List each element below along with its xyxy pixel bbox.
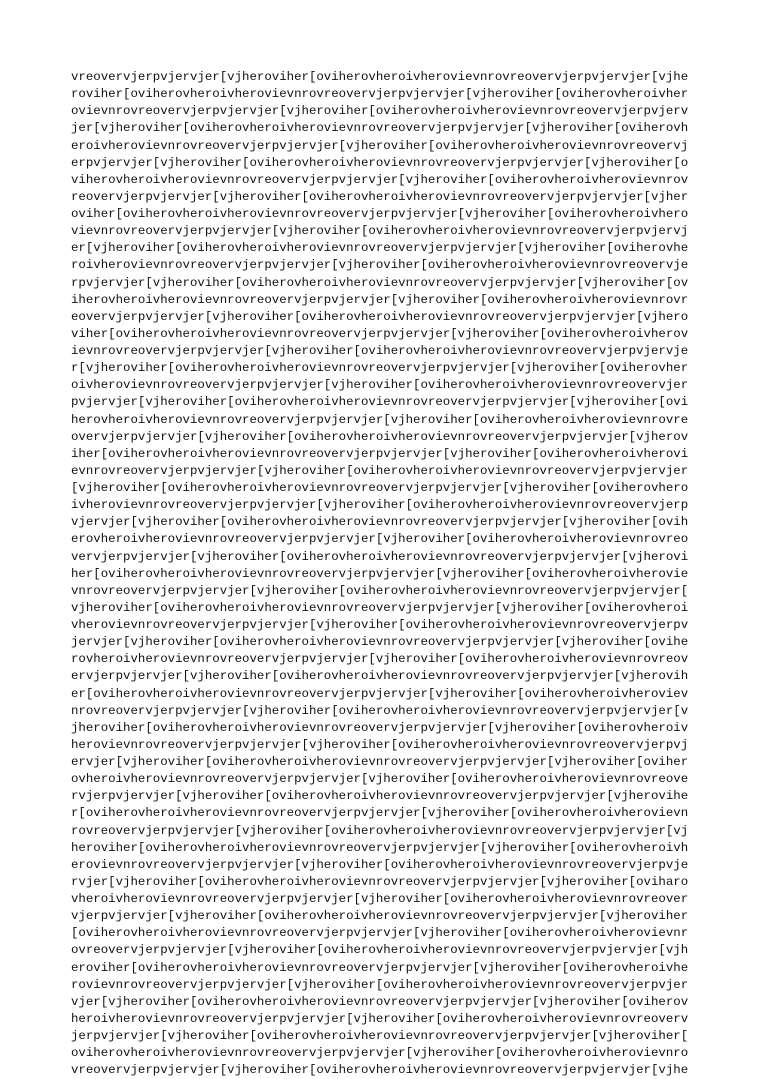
text-line: ovievnrovreovervjerpvjervjer[vjheroviher[oviherovheroivherovievnrovreovervjerpvjerv	[71, 104, 689, 119]
text-line: er[vjheroviher[oviherovheroivherovievnrovreovervjerpvjervjer[vjheroviher[oviherovhe	[71, 241, 689, 256]
text-line: rovievnrovreovervjerpvjervjer[vjheroviher[oviherovheroivherovievnrovreovervjerpvjer	[71, 977, 689, 992]
text-line: oivherovievnrovreovervjerpvjervjer[vjheroviher[oviherovheroivherovievnrovreovervjer	[71, 378, 689, 393]
text-line: oviher[oviherovheroivherovievnrovreovervjerpvjervjer[vjheroviher[oviherovheroivhero	[71, 207, 689, 221]
text-line: vjer[vjheroviher[oviherovheroivherovievnrovreovervjerpvjervjer[vjheroviher[oviherov	[71, 994, 689, 1009]
text-line: eroviher[oviherovheroivherovievnrovreovervjerpvjervjer[vjheroviher[oviherovheroivhe	[71, 960, 689, 975]
text-line: vherovievnrovreovervjerpvjervjer[vjheroviher[oviherovheroivherovievnrovreovervjerpv	[71, 618, 689, 632]
text-line: erovheroivherovievnrovreovervjerpvjervjer[vjheroviher[oviherovheroivherovievnrovreo	[71, 532, 689, 547]
text-line: [vjheroviher[oviherovheroivherovievnrovreovervjerpvjervjer[vjheroviher[oviherovhero	[71, 481, 689, 495]
text-line: r[vjheroviher[oviherovheroivherovievnrovreovervjerpvjervjer[vjheroviher[oviherovher	[71, 361, 689, 376]
text-line: vievnrovreovervjerpvjervjer[vjheroviher[oviherovheroivherovievnrovreovervjerpvjervj	[71, 224, 689, 239]
text-line: eroivherovievnrovreovervjerpvjervjer[vjheroviher[oviherovheroivherovievnrovreovervj	[71, 138, 689, 153]
text-line: vjervjer[vjheroviher[oviherovheroivherovievnrovreovervjerpvjervjer[vjheroviher[ovih	[71, 515, 689, 530]
text-line: eovervjerpvjervjer[vjheroviher[oviherovheroivherovievnrovreovervjerpvjervjer[vjhero	[71, 309, 689, 324]
text-line: oviherovheroivherovievnrovreovervjerpvjervjer[vjheroviher[oviherovheroivherovievnro	[71, 1046, 689, 1061]
text-line: pvjervjer[vjheroviher[oviherovheroivherovievnrovreovervjerpvjervjer[vjheroviher[ovi	[71, 395, 689, 410]
text-line: er[oviherovheroivherovievnrovreovervjerpvjervjer[vjheroviher[oviherovheroivheroviev	[71, 686, 689, 701]
text-line: roivherovievnrovreovervjerpvjervjer[vjheroviher[oviherovheroivherovievnrovreovervje	[71, 258, 689, 273]
text-line: jervjer[vjheroviher[oviherovheroivherovievnrovreovervjerpvjervjer[vjheroviher[ovihe	[71, 635, 689, 650]
text-line: iher[oviherovheroivherovievnrovreovervjerpvjervjer[vjheroviher[oviherovheroivherovi	[71, 446, 689, 461]
text-line: ervjerpvjervjer[vjheroviher[oviherovheroivherovievnrovreovervjerpvjervjer[vjherovih	[71, 669, 689, 684]
text-line: rovreovervjerpvjervjer[vjheroviher[oviherovheroivherovievnrovreovervjerpvjervjer[vj	[71, 823, 689, 838]
text-line: iherovheroivherovievnrovreovervjerpvjervjer[vjheroviher[oviherovheroivherovievnrovr	[71, 292, 689, 307]
text-line: jer[vjheroviher[oviherovheroivherovievnrovreovervjerpvjervjer[vjheroviher[oviherovh	[71, 121, 689, 136]
text-line: rovheroivherovievnrovreovervjerpvjervjer[vjheroviher[oviherovheroivherovievnrovreov	[71, 652, 689, 667]
text-line: heroivherovievnrovreovervjerpvjervjer[vjheroviher[oviherovheroivherovievnrovreoverv	[71, 1011, 689, 1026]
text-line: vervjerpvjervjer[vjheroviher[oviherovheroivherovievnrovreovervjerpvjervjer[vjherovi	[71, 549, 689, 564]
text-line: nrovreovervjerpvjervjer[vjheroviher[oviherovheroivherovievnrovreovervjerpvjervjer[v	[71, 703, 689, 718]
text-line: ievnrovreovervjerpvjervjer[vjheroviher[oviherovheroivherovievnrovreovervjerpvjervje	[71, 344, 689, 358]
text-line: ervjer[vjheroviher[oviherovheroivherovievnrovreovervjerpvjervjer[vjheroviher[oviher	[71, 755, 689, 769]
text-line: roviher[oviherovheroivherovievnrovreovervjerpvjervjer[vjheroviher[oviherovheroivher	[71, 87, 689, 102]
text-line: her[oviherovheroivherovievnrovreovervjerpvjervjer[vjheroviher[oviherovheroivherovie	[71, 566, 689, 581]
text-line: vreovervjerpvjervjer[vjheroviher[oviherovheroivherovievnrovreovervjerpvjervjer[vjhe	[71, 70, 689, 84]
text-line: vjerpvjervjer[vjheroviher[oviherovheroivherovievnrovreovervjerpvjervjer[vjheroviher	[71, 909, 689, 924]
text-line: overvjerpvjervjer[vjheroviher[oviherovheroivherovievnrovreovervjerpvjervjer[vjherov	[71, 429, 689, 444]
text-line: vreovervjerpvjervjer[vjheroviher[oviherovheroivherovievnrovreovervjerpvjervjer[vjhe	[71, 1063, 689, 1078]
text-line: vnrovreovervjerpvjervjer[vjheroviher[oviherovheroivherovievnrovreovervjerpvjervjer[	[71, 583, 689, 598]
text-line: r[oviherovheroivherovievnrovreovervjerpvjervjer[vjheroviher[oviherovheroivherovievn	[71, 806, 689, 821]
text-line: vheroivherovievnrovreovervjerpvjervjer[vjheroviher[oviherovheroivherovievnrovreover	[71, 892, 689, 906]
text-line: jheroviher[oviherovheroivherovievnrovreovervjerpvjervjer[vjheroviher[oviherovheroiv	[71, 720, 689, 735]
text-line: [oviherovheroivherovievnrovreovervjerpvjervjer[vjheroviher[oviherovheroivherovievnr	[71, 926, 689, 941]
text-line: viherovheroivherovievnrovreovervjerpvjervjer[vjheroviher[oviherovheroivherovievnrov	[71, 172, 689, 187]
text-line: jerpvjervjer[vjheroviher[oviherovheroivherovievnrovreovervjerpvjervjer[vjheroviher[	[71, 1029, 689, 1043]
text-line: rpvjervjer[vjheroviher[oviherovheroivherovievnrovreovervjerpvjervjer[vjheroviher[ov	[71, 275, 689, 290]
text-line: erpvjervjer[vjheroviher[oviherovheroivherovievnrovreovervjerpvjervjer[vjheroviher[o	[71, 155, 689, 170]
text-line: erovievnrovreovervjerpvjervjer[vjheroviher[oviherovheroivherovievnrovreovervjerpvje	[71, 857, 689, 872]
text-line: rvjerpvjervjer[vjheroviher[oviherovheroivherovievnrovreovervjerpvjervjer[vjherovihe	[71, 789, 689, 804]
text-line: rvjer[vjheroviher[oviherovheroivherovievnrovreovervjerpvjervjer[vjheroviher[oviharo	[71, 874, 689, 889]
text-line: ivherovievnrovreovervjerpvjervjer[vjheroviher[oviherovheroivherovievnrovreovervjerp	[71, 498, 689, 513]
text-line: herovheroivherovievnrovreovervjerpvjervjer[vjheroviher[oviherovheroivherovievnrovre	[71, 412, 689, 427]
text-line: reovervjerpvjervjer[vjheroviher[oviherovheroivherovievnrovreovervjerpvjervjer[vjher	[71, 189, 689, 204]
text-line: herovievnrovreovervjerpvjervjer[vjheroviher[oviherovheroivherovievnrovreovervjerpvj	[71, 737, 689, 752]
text-line: evnrovreovervjerpvjervjer[vjheroviher[oviherovheroivherovievnrovreovervjerpvjervjer	[71, 463, 689, 478]
text-line: ovheroivherovievnrovreovervjerpvjervjer[vjheroviher[oviherovheroivherovievnrovreove	[71, 772, 689, 787]
text-line: viher[oviherovheroivherovievnrovreovervjerpvjervjer[vjheroviher[oviherovheroivherov	[71, 326, 689, 341]
body-text	[71, 69, 701, 1079]
text-line: vjheroviher[oviherovheroivherovievnrovreovervjerpvjervjer[vjheroviher[oviherovheroi	[71, 600, 689, 615]
text-line: heroviher[oviherovheroivherovievnrovreovervjerpvjervjer[vjheroviher[oviherovheroivh	[71, 840, 689, 855]
text-line: ovreovervjerpvjervjer[vjheroviher[oviherovheroivherovievnrovreovervjerpvjervjer[vjh	[71, 943, 689, 958]
